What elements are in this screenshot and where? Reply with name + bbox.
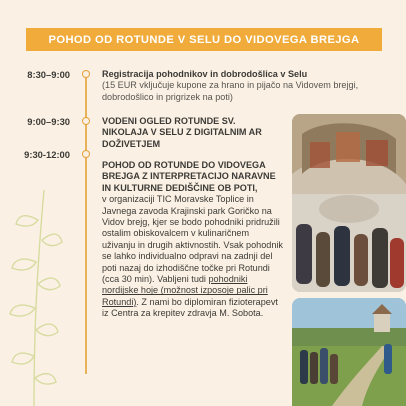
nordic-walking-link[interactable]: pohodniki nordijske hoje (možnost izposoje palic pri Rotundi) [102,274,268,307]
title-banner [26,28,382,51]
timeline-dot-3 [82,150,90,158]
timeline-dot-1 [82,70,90,78]
entry-title: VODENI OGLED ROTUNDE SV. NIKOLAJA V SELU Z DIGITALNIM AR DOŽIVETJEM [102,116,262,149]
entry-body-text-end: . Z nami bo diplomiran fizioterapevt iz Centra za krepitev zdravja M. Sobota. [102,296,278,319]
time-slot-1: 8:30–9:00 [27,69,70,80]
entry-body [102,194,284,319]
schedule-entry-1 [102,69,372,103]
entry-body-text: v organizaciji TIC Moravske Toplice in Javnega zavoda Krajinski park Goričko na Vidov brejg, kjer se bodo pohodniki pridružili ostalim obiskovalcem v kulinaričnem uživanju in drugih aktivnostih. Vsak pohodnik se lahko individualno odpravi na zadnji del poti nazaj do izhodiščne točke pri Rotundi (cca 30 min). Vabljeni tudi [102,194,283,285]
entry-note: (15 EUR vključuje kupone za hrano in pijačo na Vidovem brejgi, dobrodošlico in prigrizek na poti) [102,80,359,102]
entry-title: Registracija pohodnikov in dobrodošlica v Selu [102,69,308,79]
schedule-entry-3 [102,160,284,320]
time-slot-2: 9:00–9:30 [27,116,70,127]
schedule-entry-2 [102,116,284,150]
entry-title: POHOD OD ROTUNDE DO VIDOVEGA BREJGA Z INTERPRETACIJO NARAVNE IN KULTURNE DEDIŠČINE OB POTI, [102,160,276,193]
timeline-dot-2 [82,117,90,125]
hikers-photo [292,298,406,406]
rotunda-interior-photo [292,114,406,292]
page-title: POHOD OD ROTUNDE V SELU DO VIDOVEGA BREJGA [48,33,360,46]
plant-illustration [4,180,64,406]
time-slot-3: 9:30-12:00 [24,149,70,160]
